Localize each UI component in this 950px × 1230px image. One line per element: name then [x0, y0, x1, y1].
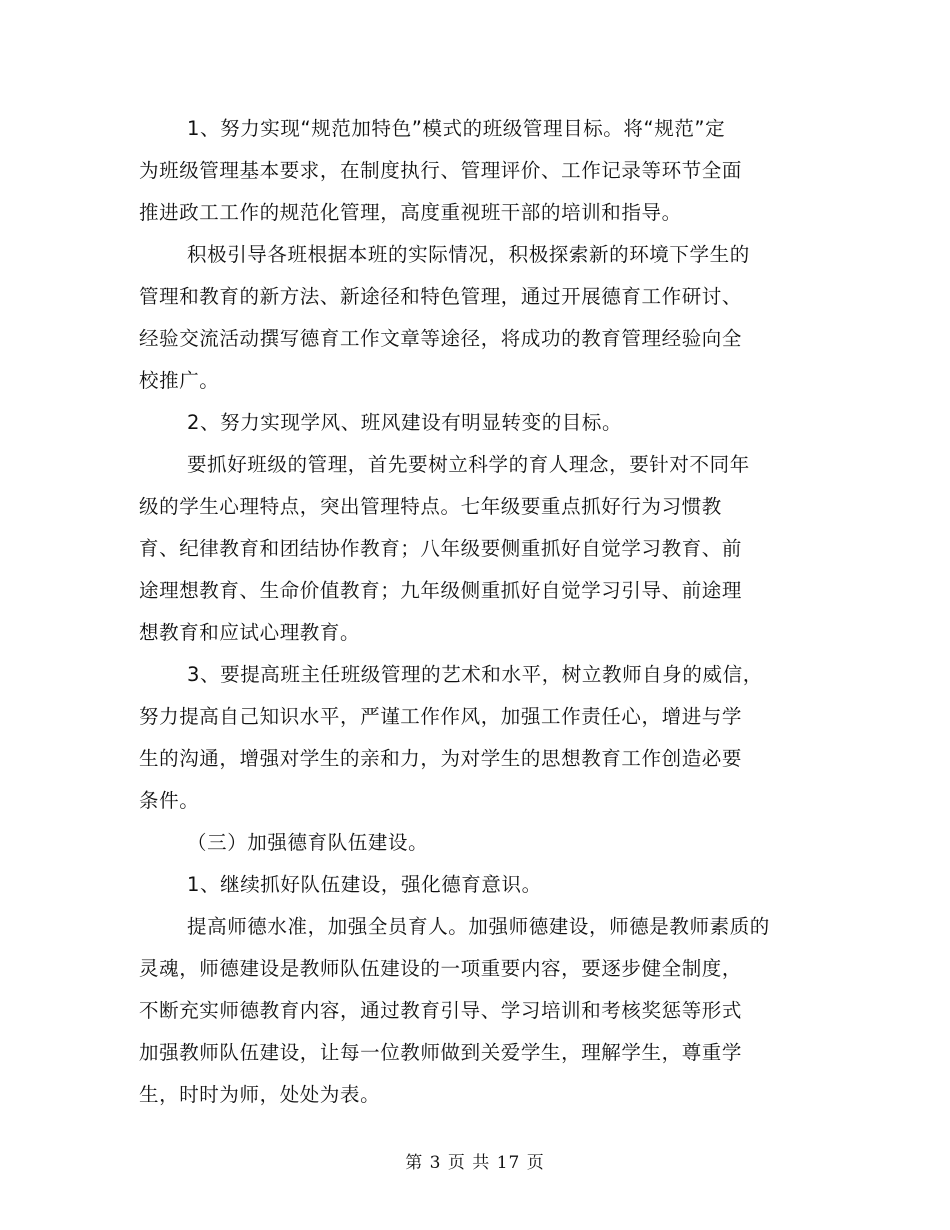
text-line: 级的学生心理特点，突出管理特点。七年级要重点抓好行为习惯教	[139, 495, 722, 518]
text-line: 不断充实师德教育内容，通过教育引导、学习培训和考核奖惩等形式	[139, 999, 743, 1022]
text-line: 2、努力实现学风、班风建设有明显转变的目标。	[187, 411, 623, 434]
text-line: 1、努力实现“规范加特色”模式的班级管理目标。将“规范”定	[187, 117, 726, 140]
page-number: 第 3 页 共 17 页	[405, 1153, 545, 1173]
text-line: 育、纪律教育和团结协作教育；八年级要侧重抓好自觉学习教育、前	[139, 537, 743, 560]
text-line: 1、继续抓好队伍建设，强化德育意识。	[187, 873, 542, 896]
text-line: 要抓好班级的管理，首先要树立科学的育人理念，要针对不同年	[187, 453, 750, 476]
text-line: 积极引导各班根据本班的实际情况，积极探索新的环境下学生的	[187, 243, 750, 266]
text-line: 努力提高自己知识水平，严谨工作作风，加强工作责任心，增进与学	[139, 705, 743, 728]
text-line: 灵魂，师德建设是教师队伍建设的一项重要内容，要逐步健全制度，	[139, 957, 743, 980]
text-line: 管理和教育的新方法、新途径和特色管理，通过开展德育工作研讨、	[139, 285, 743, 308]
text-line: 为班级管理基本要求，在制度执行、管理评价、工作记录等环节全面	[139, 159, 743, 182]
section-heading: （三）加强德育队伍建设。	[187, 831, 429, 854]
text-line: 校推广。	[139, 369, 220, 392]
text-line: 经验交流活动撰写德育工作文章等途径，将成功的教育管理经验向全	[139, 327, 743, 350]
text-line: 途理想教育、生命价值教育；九年级侧重抓好自觉学习引导、前途理	[139, 579, 743, 602]
text-line: 3、要提高班主任班级管理的艺术和水平，树立教师自身的威信，	[187, 663, 763, 686]
text-line: 推进政工工作的规范化管理，高度重视班干部的培训和指导。	[139, 201, 682, 224]
text-line: 加强教师队伍建设，让每一位教师做到关爱学生，理解学生，尊重学	[139, 1041, 743, 1064]
text-line: 条件。	[139, 789, 200, 812]
text-line: 生，时时为师，处处为表。	[139, 1083, 381, 1106]
text-line: 想教育和应试心理教育。	[139, 621, 361, 644]
text-line: 生的沟通，增强对学生的亲和力，为对学生的思想教育工作创造必要	[139, 747, 743, 770]
text-line: 提高师德水准，加强全员育人。加强师德建设，师德是教师素质的	[187, 915, 770, 938]
